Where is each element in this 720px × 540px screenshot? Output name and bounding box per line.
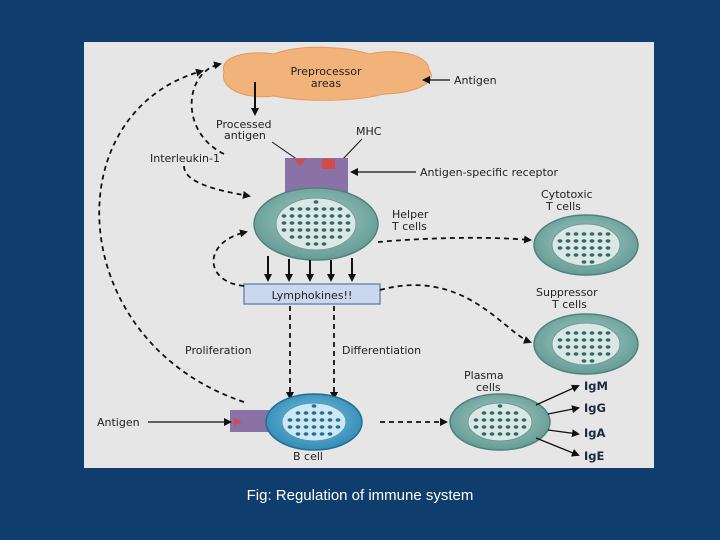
preprocessor-label-1: Preprocessor bbox=[290, 65, 362, 78]
igg-label: IgG bbox=[584, 401, 606, 415]
b-cell bbox=[266, 394, 362, 450]
feedback-inner-dash bbox=[192, 64, 224, 154]
proliferation-label: Proliferation bbox=[185, 344, 252, 357]
helper-label-1: Helper bbox=[392, 208, 429, 221]
suppressor-t-cell bbox=[534, 314, 638, 374]
plasma-label-2: cells bbox=[476, 381, 501, 394]
receptor-label: Antigen-specific receptor bbox=[420, 166, 559, 179]
antigen-bottom-label: Antigen bbox=[97, 416, 140, 429]
interleukin-label: Interleukin-1 bbox=[150, 152, 220, 165]
mhc-pointer bbox=[342, 139, 362, 160]
processed-antigen-pointer bbox=[272, 142, 298, 160]
immune-regulation-diagram bbox=[84, 42, 654, 468]
mhc-marker bbox=[322, 159, 335, 169]
suppressor-label-1: Suppressor bbox=[536, 286, 598, 299]
helper-label-2: T cells bbox=[392, 220, 427, 233]
to-cytotoxic-dash bbox=[378, 238, 530, 242]
iga-label: IgA bbox=[584, 426, 606, 440]
bcell-label: B cell bbox=[293, 450, 323, 463]
igm-label: IgM bbox=[584, 379, 608, 393]
plasma-cell bbox=[450, 394, 550, 450]
preprocessor-label-2: areas bbox=[310, 77, 342, 90]
cytotoxic-label-2: T cells bbox=[546, 200, 581, 213]
suppressor-label-2: T cells bbox=[552, 298, 587, 311]
cytotoxic-label-1: Cytotoxic bbox=[541, 188, 593, 201]
differentiation-label: Differentiation bbox=[342, 344, 422, 357]
to-suppressor-dash bbox=[380, 285, 530, 342]
plasma-label-1: Plasma bbox=[464, 369, 504, 382]
diagram-panel bbox=[84, 42, 654, 468]
interleukin-dash bbox=[184, 166, 249, 196]
antigen-top-label: Antigen bbox=[454, 74, 497, 87]
lymphokines-label: Lymphokines!! bbox=[271, 289, 353, 302]
processed-antigen-label-2: antigen bbox=[224, 129, 266, 142]
ige-label: IgE bbox=[584, 449, 605, 463]
cytotoxic-t-cell bbox=[534, 215, 638, 275]
helper-t-cell bbox=[254, 188, 378, 260]
processed-antigen-label-1: Processed bbox=[216, 118, 272, 131]
mhc-label: MHC bbox=[356, 125, 382, 138]
lymphokine-feedback-dash bbox=[214, 232, 247, 286]
figure-caption: Fig: Regulation of immune system bbox=[246, 487, 474, 504]
